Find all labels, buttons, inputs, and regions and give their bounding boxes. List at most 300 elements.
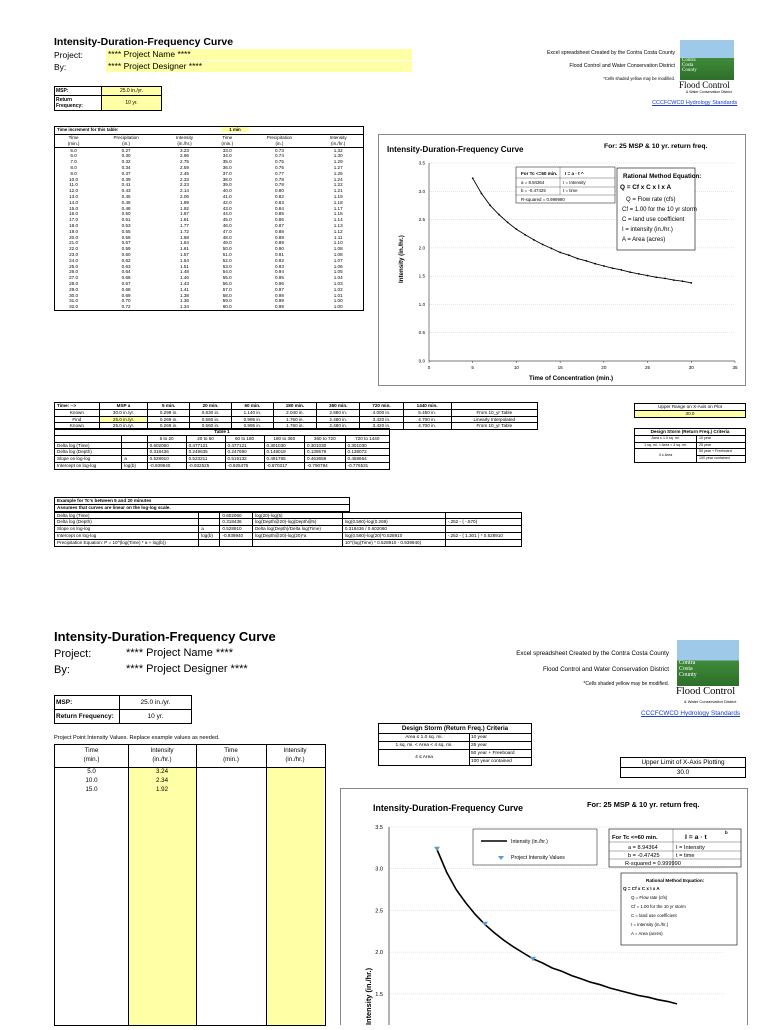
time-table-header bbox=[55, 403, 538, 410]
top-msp-value[interactable]: 25.0 in./yr. bbox=[102, 87, 162, 96]
intensity-table-cell: 1.57 bbox=[180, 251, 189, 257]
top-project-label: Project: bbox=[54, 50, 83, 60]
time-increment-value[interactable] bbox=[221, 127, 249, 132]
idf-data-point bbox=[568, 254, 570, 256]
table1-cell: 0.139579 bbox=[305, 449, 346, 456]
intensity-table-cell: 0.96 bbox=[274, 280, 284, 286]
intensity-table-cell: 0.41 bbox=[121, 182, 131, 188]
bottom-by-label: By: bbox=[54, 664, 70, 676]
top-eq-line-5: t = time bbox=[563, 188, 578, 193]
intensity-table-cell: 7.0 bbox=[70, 159, 77, 165]
time-table-cell: 0.630 in. bbox=[190, 409, 232, 416]
example-block bbox=[54, 497, 522, 547]
intensity-table-cell: 0.27 bbox=[121, 147, 131, 153]
intensity-table-cell: 27.0 bbox=[69, 275, 79, 281]
bd-r0c0: Area ≤ 1.0 sq. mi. bbox=[379, 734, 470, 742]
y-tick-label: 3.5 bbox=[418, 160, 425, 166]
intensity-table-cell: 0.91 bbox=[274, 251, 284, 257]
top-design-table bbox=[634, 428, 746, 463]
idf-data-point bbox=[498, 214, 500, 216]
table1-cell: 0.301030 bbox=[345, 442, 389, 449]
table1-cell: -0.939940 bbox=[147, 462, 186, 469]
top-rf-label: Return Frequency: bbox=[55, 96, 102, 111]
time-table-cell: 1.760 in. bbox=[273, 416, 316, 423]
top-rat-3: Cf = 1.00 for the 10 yr storm bbox=[622, 207, 697, 213]
intensity-table-cell: 0.73 bbox=[274, 147, 284, 153]
idf-data-point bbox=[682, 280, 684, 282]
bottom-hydrology-link[interactable]: CCCFCWCD Hydrology Standards bbox=[641, 710, 741, 717]
table1-cell: Slope on log-log bbox=[55, 456, 122, 463]
bd-r2c1: 50 year + Freeboard bbox=[470, 750, 532, 758]
top-by-label: By: bbox=[54, 62, 67, 72]
table1-title: Table 1 bbox=[55, 429, 390, 436]
td-r0c0: Area ≤ 1.0 sq. mi. bbox=[635, 435, 697, 442]
bd-r1c0: 1 sq. mi. < Area < 4 sq. mi. bbox=[379, 742, 470, 750]
td-r2c0: 4 ≤ Area bbox=[635, 449, 697, 463]
intensity-table-cell: 0.51 bbox=[121, 217, 131, 223]
time-table-cell: 0.269 in. bbox=[148, 416, 190, 423]
table1-cell: 0.491765 bbox=[264, 456, 305, 463]
x-tick-label: 20 bbox=[601, 365, 607, 370]
time-table-cell: 2.480 in. bbox=[317, 423, 360, 430]
example-cell: Precipitation Equation: P = 10^(log(Time) * a + log(b)) bbox=[55, 539, 199, 546]
table1-row bbox=[55, 462, 390, 469]
table1-cell: -0.925475 bbox=[225, 462, 264, 469]
intensity-table-cell: 41.0 bbox=[222, 193, 232, 199]
intensity-table-cell: 0.95 bbox=[274, 275, 284, 281]
intensity-table-cell: 0.99 bbox=[274, 298, 284, 304]
intensity-table-cell: 30.0 bbox=[69, 292, 79, 298]
time-table-cell: Known bbox=[55, 423, 100, 430]
intensity-table-cell: 1.29 bbox=[333, 159, 343, 165]
idf-data-point bbox=[489, 205, 491, 207]
intensity-table-cell: 0.39 bbox=[121, 176, 131, 182]
top-equation-box bbox=[516, 167, 615, 203]
x-tick-label: 0 bbox=[427, 365, 431, 370]
top-chart-ylabel: Intensity (in./hr.) bbox=[398, 235, 405, 283]
intensity-table-cell: 1.48 bbox=[180, 269, 189, 275]
bottom-design-table bbox=[378, 723, 532, 766]
example-cell: 10^(log(Time) * 0.528910 - 0.939940) bbox=[342, 539, 445, 546]
intensity-table-cell: 1.00 bbox=[333, 304, 343, 310]
t1h6: 360 to 720 bbox=[305, 435, 346, 442]
point-col-yellow-1 bbox=[128, 767, 196, 1025]
top-idf-chart bbox=[379, 135, 745, 385]
y-tick-label: 2.5 bbox=[375, 908, 383, 915]
intensity-table-cell: 1.04 bbox=[333, 275, 343, 281]
example-row bbox=[55, 539, 522, 546]
pt-h0: Time bbox=[84, 747, 99, 754]
intensity-table-cell: 1.08 bbox=[333, 251, 343, 257]
bottom-by-value[interactable]: **** Project Designer **** bbox=[126, 663, 248, 675]
top-chart-subtitle: For: 25 MSP & 10 yr. return freq. bbox=[604, 143, 708, 150]
intensity-table-cell: 37.0 bbox=[222, 170, 232, 176]
pt-u2: (min.) bbox=[223, 756, 239, 763]
intensity-table-cell: 50.0 bbox=[222, 246, 232, 252]
example-cell: 0.318436 / 0.602060 bbox=[342, 526, 445, 533]
intensity-table-cell: 1.27 bbox=[333, 164, 343, 170]
point-row bbox=[55, 786, 196, 795]
intensity-table-cell: 5.0 bbox=[70, 147, 77, 153]
intensity-table-cell: 21.0 bbox=[69, 240, 79, 246]
top-credit-1: Excel spreadsheet Created by the Contra Costa County bbox=[546, 50, 675, 56]
th-time-1: Time bbox=[68, 135, 79, 140]
time-table-cell: From 10_yr Table bbox=[451, 423, 537, 430]
intensity-table-cell: 1.02 bbox=[333, 286, 343, 292]
th-int-1: Intensity bbox=[175, 135, 194, 140]
table1-cell: 0.523211 bbox=[186, 456, 225, 463]
example-row bbox=[55, 526, 522, 533]
time-table-cell: 0.560 in. bbox=[190, 423, 232, 430]
x-tick-label: 35 bbox=[732, 365, 738, 370]
example-row bbox=[55, 532, 522, 539]
logo-line-1: Contra bbox=[682, 58, 696, 63]
tu-precip-2: (in.) bbox=[275, 140, 284, 146]
intensity-table-cell: 0.48 bbox=[121, 205, 131, 211]
point-time[interactable]: 15.0 bbox=[85, 786, 98, 793]
intensity-table-cell: 1.06 bbox=[333, 263, 343, 269]
example-cell bbox=[445, 539, 521, 546]
example-cell: log(Depth@20)-log(20)*a bbox=[252, 532, 342, 539]
bottom-eq-exp: b bbox=[725, 830, 728, 835]
intensity-table-cell: 22.0 bbox=[69, 246, 79, 252]
top-rational-box bbox=[617, 168, 701, 250]
example-cell: Slope on log-log bbox=[55, 526, 199, 533]
table-1 bbox=[54, 428, 390, 470]
intensity-table-cell: 36.0 bbox=[222, 164, 232, 170]
intensity-table-cell: 1.19 bbox=[333, 193, 343, 199]
bottom-rat-0: Rational Method Equation: bbox=[646, 878, 705, 883]
example-cell: Delta log (Time) bbox=[55, 512, 199, 519]
intensity-table-cell: 56.0 bbox=[222, 280, 232, 286]
time-table-cell: 0.995 in. bbox=[231, 416, 273, 423]
intensity-table-cell: 0.76 bbox=[274, 164, 284, 170]
point-intensity[interactable]: 2.34 bbox=[155, 777, 169, 784]
time-table-cell: 0.269 in. bbox=[148, 423, 190, 430]
top-credit-2: Flood Control and Water Conservation District bbox=[569, 63, 675, 69]
table1-cell: 0.301030 bbox=[305, 442, 346, 449]
time-table-cell: 0.299 in. bbox=[148, 409, 190, 416]
table1-cell: -0.790794 bbox=[305, 462, 346, 469]
y-tick-label: 0.0 bbox=[418, 358, 425, 364]
intensity-table-cell: 0.87 bbox=[274, 222, 284, 228]
point-intensity[interactable]: 1.92 bbox=[155, 786, 169, 793]
idf-data-point bbox=[516, 228, 518, 230]
bottom-logo-sub: & Water Conservation District bbox=[684, 699, 737, 704]
top-hydrology-link[interactable]: CCCFCWCD Hydrology Standards bbox=[652, 100, 738, 106]
example-cell bbox=[199, 512, 220, 519]
table1-cell: Intercept on log-log bbox=[55, 462, 122, 469]
table1-cell: 0.458664 bbox=[345, 456, 389, 463]
intensity-table-cell: 17.0 bbox=[69, 217, 79, 223]
top-rf-value[interactable]: 10 yr. bbox=[102, 96, 162, 111]
top-msp-label: MSP: bbox=[55, 87, 102, 96]
bottom-rat-6: A = Area (acres) bbox=[631, 931, 663, 936]
bottom-project-value[interactable]: **** Project Name **** bbox=[126, 647, 233, 659]
t1h5: 180 to 360 bbox=[264, 435, 305, 442]
intensity-table-cell: 1.21 bbox=[333, 188, 343, 194]
intensity-table-cell: 0.50 bbox=[121, 211, 131, 217]
table1-cell: 0.138072 bbox=[345, 449, 389, 456]
intensity-table-cell: 11.0 bbox=[69, 182, 78, 188]
td-r0c1: 10 year bbox=[697, 435, 746, 442]
table1-cell: -0.870317 bbox=[264, 462, 305, 469]
tt-h9 bbox=[451, 403, 537, 410]
t1h2: 5 to 20 bbox=[147, 435, 186, 442]
top-logo bbox=[680, 40, 734, 80]
tu-time-1: (min.) bbox=[67, 140, 80, 146]
top-logo-main: Flood Control bbox=[679, 80, 730, 90]
t1h7: 720 to 1440 bbox=[345, 435, 389, 442]
table1-cell: 0.519132 bbox=[225, 456, 264, 463]
intensity-table-cell: 1.24 bbox=[333, 176, 343, 182]
intensity-table-cell: 1.07 bbox=[333, 257, 343, 263]
bottom-chart-frame bbox=[340, 788, 748, 1025]
top-eq-line-3: I = Intensity bbox=[563, 180, 586, 185]
intensity-table-cell: 2.96 bbox=[180, 153, 189, 159]
point-row bbox=[55, 768, 196, 777]
y-tick-label: 2.0 bbox=[418, 245, 425, 251]
top-rat-0: Rational Method Equation: bbox=[623, 173, 702, 180]
intensity-table-cell: 0.64 bbox=[121, 269, 131, 275]
time-table-row bbox=[55, 416, 538, 423]
y-tick-label: 2.5 bbox=[418, 217, 425, 223]
point-table-body bbox=[55, 768, 196, 795]
example-cell: Delta log (Depth) bbox=[55, 519, 199, 526]
tt-h5: 180 min. bbox=[273, 403, 316, 410]
intensity-table-cell: 0.89 bbox=[274, 234, 284, 240]
tt-h0: Time: --> bbox=[55, 403, 100, 410]
bottom-eq-4: I = Intensity bbox=[676, 845, 705, 851]
example-cell bbox=[199, 539, 220, 546]
time-table-cell: Linearly Interpolated bbox=[451, 416, 537, 423]
intensity-table-cell: 0.68 bbox=[121, 286, 131, 292]
intensity-table-cell: 57.0 bbox=[222, 286, 232, 292]
table1-cell bbox=[122, 449, 147, 456]
table1-cell bbox=[122, 442, 147, 449]
top-eq-line-4: b = -0.47425 bbox=[521, 188, 546, 193]
table1-cell: log(b) bbox=[122, 462, 147, 469]
bottom-msp-table bbox=[54, 695, 192, 724]
intensity-table-cell: 0.62 bbox=[121, 257, 131, 263]
tu-int-1: (in./hr.) bbox=[177, 140, 192, 146]
idf-data-point bbox=[524, 234, 526, 236]
intensity-table-cell: 47.0 bbox=[222, 228, 232, 234]
intensity-table-cell: 0.43 bbox=[121, 188, 131, 194]
pt-u3: (in./hr.) bbox=[285, 756, 305, 763]
x-tick-label: 5 bbox=[471, 365, 474, 370]
intensity-table-cell: 0.69 bbox=[121, 292, 131, 298]
intensity-table-cell: 34.0 bbox=[222, 153, 232, 159]
intensity-table-cell: 15.0 bbox=[69, 205, 79, 211]
intensity-table-cell: 6.0 bbox=[70, 153, 77, 159]
intensity-table-cell: 0.93 bbox=[274, 263, 284, 269]
upper-range-label: Upper Range on X-Axis on Plot bbox=[635, 404, 746, 411]
intensity-table-cell: 0.70 bbox=[121, 298, 131, 304]
logo-line-3: County bbox=[682, 68, 697, 74]
pt-h2: Time bbox=[224, 747, 238, 754]
bottom-idf-chart bbox=[341, 789, 747, 1025]
bottom-chart-subtitle: For: 25 MSP & 10 yr. return freq. bbox=[587, 800, 700, 809]
top-project-field[interactable] bbox=[106, 49, 412, 60]
time-table-cell: From 10_yr Table bbox=[451, 409, 537, 416]
point-table bbox=[54, 744, 326, 1026]
intensity-table-cell: 1.68 bbox=[180, 234, 189, 240]
table1-cell: 0.602060 bbox=[147, 442, 186, 449]
bottom-credit-3: *Cells shaded yellow may be modified. bbox=[583, 681, 669, 687]
tu-time-2: (min.) bbox=[221, 140, 234, 146]
intensity-table-cell: 29.0 bbox=[69, 286, 79, 292]
tt-h2: 5 min. bbox=[148, 403, 190, 410]
idf-data-point bbox=[638, 273, 640, 275]
example-cell: log(Depth@20)-log(Depth@5) bbox=[252, 519, 342, 526]
idf-data-point bbox=[673, 279, 675, 281]
bottom-eq-7: R-squared = 0.999990 bbox=[625, 861, 681, 867]
intensity-table-cell: 0.45 bbox=[121, 193, 131, 199]
intensity-table-cell: 2.45 bbox=[180, 170, 189, 176]
intensity-table-cell: 0.63 bbox=[121, 263, 131, 269]
intensity-table-cell: 25.0 bbox=[69, 263, 79, 269]
bd-r2c0: 4 ≤ Area bbox=[379, 750, 470, 766]
upper-limit-value[interactable]: 30.0 bbox=[621, 768, 746, 778]
example-cell bbox=[342, 512, 445, 519]
intensity-table-cell: 1.15 bbox=[333, 211, 343, 217]
intensity-table-cell: 52.0 bbox=[222, 257, 232, 263]
bottom-rat-5: I = intensity (in./hr.) bbox=[631, 922, 669, 927]
bottom-msp-label: MSP: bbox=[55, 696, 120, 710]
intensity-table-cell: 1.61 bbox=[180, 246, 189, 252]
example-cell: 0.528910 bbox=[220, 526, 253, 533]
idf-data-point bbox=[647, 275, 649, 277]
intensity-table-cell: 18.0 bbox=[69, 222, 79, 228]
intensity-table-cell: 1.10 bbox=[333, 240, 343, 246]
tu-int-2: (in./hr.) bbox=[331, 140, 346, 146]
tt-h7: 720 min. bbox=[360, 403, 403, 410]
intensity-table-cell: 14.0 bbox=[69, 199, 79, 205]
idf-data-point bbox=[472, 177, 474, 179]
point-time[interactable]: 5.0 bbox=[87, 768, 96, 775]
example-cell: log(20)-log(5) bbox=[252, 512, 342, 519]
point-intensity[interactable]: 3.24 bbox=[155, 768, 169, 775]
top-table-body bbox=[55, 147, 364, 310]
example-cell bbox=[199, 519, 220, 526]
point-time[interactable]: 10.0 bbox=[85, 777, 98, 784]
bottom-rat-3: Cf = 1.00 for the 10 yr storm bbox=[631, 904, 686, 909]
bottom-title: Intensity-Duration-Frequency Curve bbox=[54, 629, 276, 644]
y-tick-label: 1.5 bbox=[418, 273, 425, 279]
intensity-table-cell: 58.0 bbox=[222, 292, 232, 298]
example-cell: 0.318436 bbox=[220, 519, 253, 526]
intensity-table-cell: 13.0 bbox=[69, 193, 79, 199]
intensity-table-cell: 0.97 bbox=[274, 286, 284, 292]
bottom-credit-2: Flood Control and Water Conservation District bbox=[543, 666, 669, 673]
bottom-eq-3: a = 8.94364 bbox=[628, 845, 658, 851]
bottom-project-label: Project: bbox=[54, 648, 92, 660]
bottom-note: Project Point Intensity Values. Replace example values as needed. bbox=[54, 735, 220, 741]
example-cell: Delta log(Depth)/Delta log(Time) bbox=[252, 526, 342, 533]
tt-h8: 1440 min. bbox=[403, 403, 451, 410]
time-table-cell: 4.700 in. bbox=[403, 423, 451, 430]
intensity-table-cell: 0.84 bbox=[274, 205, 284, 211]
y-tick-label: 0.5 bbox=[418, 330, 425, 336]
upper-range-table bbox=[634, 403, 746, 418]
tt-h1: MSP a bbox=[99, 403, 147, 410]
idf-data-point bbox=[585, 260, 587, 262]
time-table-cell: 25.0 in./yr. bbox=[99, 423, 147, 430]
time-table-cell: 0.560 in. bbox=[190, 416, 232, 423]
intensity-table-cell: 2.59 bbox=[180, 164, 189, 170]
table1-cell: 0.477121 bbox=[186, 442, 225, 449]
intensity-table-cell: 1.38 bbox=[180, 292, 189, 298]
tt-h3: 20 min. bbox=[190, 403, 232, 410]
bottom-design-title: Design Storm (Return Freq.) Criteria bbox=[379, 724, 532, 734]
top-by-field[interactable] bbox=[106, 61, 412, 72]
table1-row bbox=[55, 449, 390, 456]
time-table-cell: 3.420 in. bbox=[360, 416, 403, 423]
upper-limit-table bbox=[620, 757, 746, 778]
pt-h3: Intensity bbox=[283, 747, 307, 754]
intensity-table-cell: 1.64 bbox=[180, 240, 189, 246]
bottom-msp-value[interactable]: 25.0 in./yr. bbox=[120, 696, 192, 710]
intensity-table-cell: 0.98 bbox=[274, 292, 284, 298]
bottom-logo-line-3: County bbox=[679, 672, 697, 678]
top-project-value: **** Project Name **** bbox=[108, 49, 191, 59]
th-time-2: Time bbox=[222, 135, 233, 140]
intensity-table-cell: 0.60 bbox=[121, 251, 131, 257]
intensity-table-cell: 8.0 bbox=[70, 164, 77, 170]
x-tick-label: 25 bbox=[645, 365, 651, 370]
intensity-table-cell: 1.25 bbox=[333, 170, 343, 176]
table1-cell: -0.932525 bbox=[186, 462, 225, 469]
intensity-table-cell: 0.83 bbox=[274, 199, 284, 205]
t1h3: 20 to 60 bbox=[186, 435, 225, 442]
top-msp-table bbox=[54, 86, 162, 111]
top-intensity-grid bbox=[54, 134, 364, 311]
bottom-rf-label: Return Frequency: bbox=[55, 710, 120, 724]
logo-line-2: Costa bbox=[682, 63, 694, 69]
table1-cell: Delta log (Depth) bbox=[55, 449, 122, 456]
idf-data-point bbox=[577, 258, 579, 260]
intensity-table-cell: 0.55 bbox=[121, 228, 131, 234]
bd-r1c1: 25 year bbox=[470, 742, 532, 750]
intensity-table-cell: 2.06 bbox=[180, 193, 189, 199]
time-table-row bbox=[55, 409, 538, 416]
bottom-rf-value[interactable]: 10 yr. bbox=[120, 710, 192, 724]
intensity-table-cell: 33.0 bbox=[222, 147, 232, 153]
example-title: Example for Tc's between 5 and 20 minutes bbox=[55, 498, 350, 505]
time-table-cell: 3.420 in. bbox=[360, 423, 403, 430]
intensity-table-cell: 1.34 bbox=[180, 304, 189, 310]
t1h4: 60 to 180 bbox=[225, 435, 264, 442]
intensity-table-cell: 53.0 bbox=[222, 263, 232, 269]
upper-range-value[interactable]: 30.0 bbox=[635, 410, 746, 417]
example-body bbox=[55, 512, 522, 546]
y-tick-label: 1.0 bbox=[418, 301, 425, 307]
intensity-table-cell: 23.0 bbox=[69, 251, 79, 257]
top-chart-title: Intensity-Duration-Frequency Curve bbox=[387, 145, 524, 154]
time-table-cell: 25.0 in./yr. bbox=[99, 416, 147, 423]
top-rat-4: C = land use coefficient bbox=[622, 217, 685, 223]
intensity-table-cell: 0.72 bbox=[121, 304, 131, 310]
bottom-eq-6: t = time bbox=[676, 853, 695, 859]
example-cell bbox=[445, 526, 521, 533]
intensity-table-cell: 51.0 bbox=[222, 251, 232, 257]
idf-data-point bbox=[542, 244, 544, 246]
intensity-table-cell: 10.0 bbox=[69, 176, 79, 182]
example-subtitle: Assumes that curves are linear on the log-log scale. bbox=[55, 504, 350, 511]
top-by-value: **** Project Designer **** bbox=[108, 61, 203, 71]
intensity-table-cell: 0.66 bbox=[121, 275, 131, 281]
